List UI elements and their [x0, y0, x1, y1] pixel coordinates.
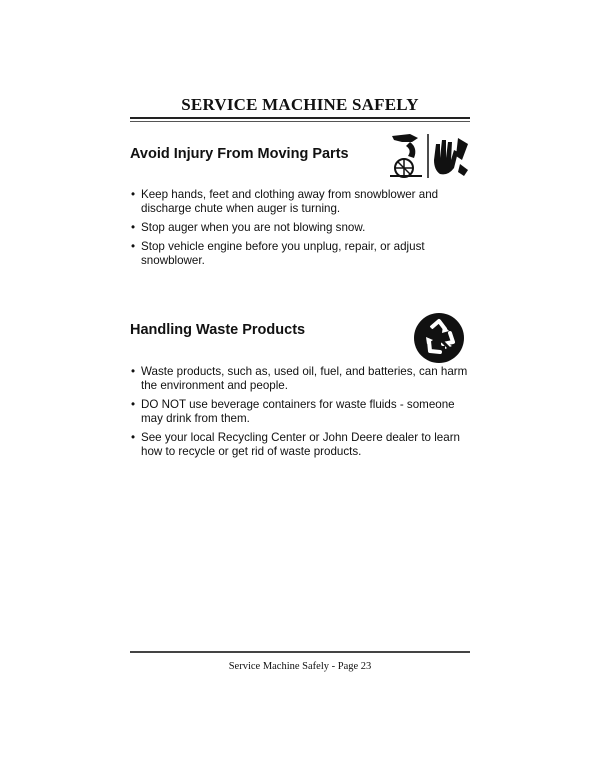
list-item	[130, 240, 475, 268]
bullet-glyph: •	[131, 240, 136, 253]
list-item	[130, 398, 475, 426]
section-heading: Avoid Injury From Moving Parts	[130, 146, 349, 162]
page-footer: Service Machine Safely - Page 23	[228, 661, 372, 672]
list-item-text: DO NOT use beverage containers for waste fluids - someone may drink from them.	[141, 398, 455, 425]
title-rule-thick	[130, 117, 470, 119]
list-item-text: See your local Recycling Center or John Deere dealer to learn how to recycle or get rid of waste products.	[141, 431, 460, 458]
moving-parts-hazard-icon	[388, 130, 470, 182]
recycle-icon	[412, 311, 466, 365]
list-item	[130, 221, 475, 235]
bullet-glyph: •	[131, 221, 136, 234]
list-item-text: Waste products, such as, used oil, fuel, and batteries, can harm the environment and people.	[141, 365, 468, 392]
bullet-list	[130, 188, 475, 268]
title-rule-thin	[130, 121, 470, 122]
bullet-glyph: •	[131, 431, 136, 444]
list-item-text: Keep hands, feet and clothing away from snowblower and discharge chute when auger is turning.	[141, 188, 439, 215]
list-item	[130, 188, 475, 216]
list-item-text: Stop auger when you are not blowing snow.	[141, 221, 366, 234]
bullet-glyph: •	[131, 398, 136, 411]
list-item-text: Stop vehicle engine before you unplug, repair, or adjust snowblower.	[141, 240, 425, 267]
list-item	[130, 431, 475, 459]
bullet-glyph: •	[131, 188, 136, 201]
section-heading: Handling Waste Products	[130, 322, 306, 338]
footer-rule	[130, 651, 470, 653]
bullet-list	[130, 365, 475, 459]
list-item	[130, 365, 475, 393]
page-title: SERVICE MACHINE SAFELY	[181, 95, 419, 114]
bullet-glyph: •	[131, 365, 136, 378]
